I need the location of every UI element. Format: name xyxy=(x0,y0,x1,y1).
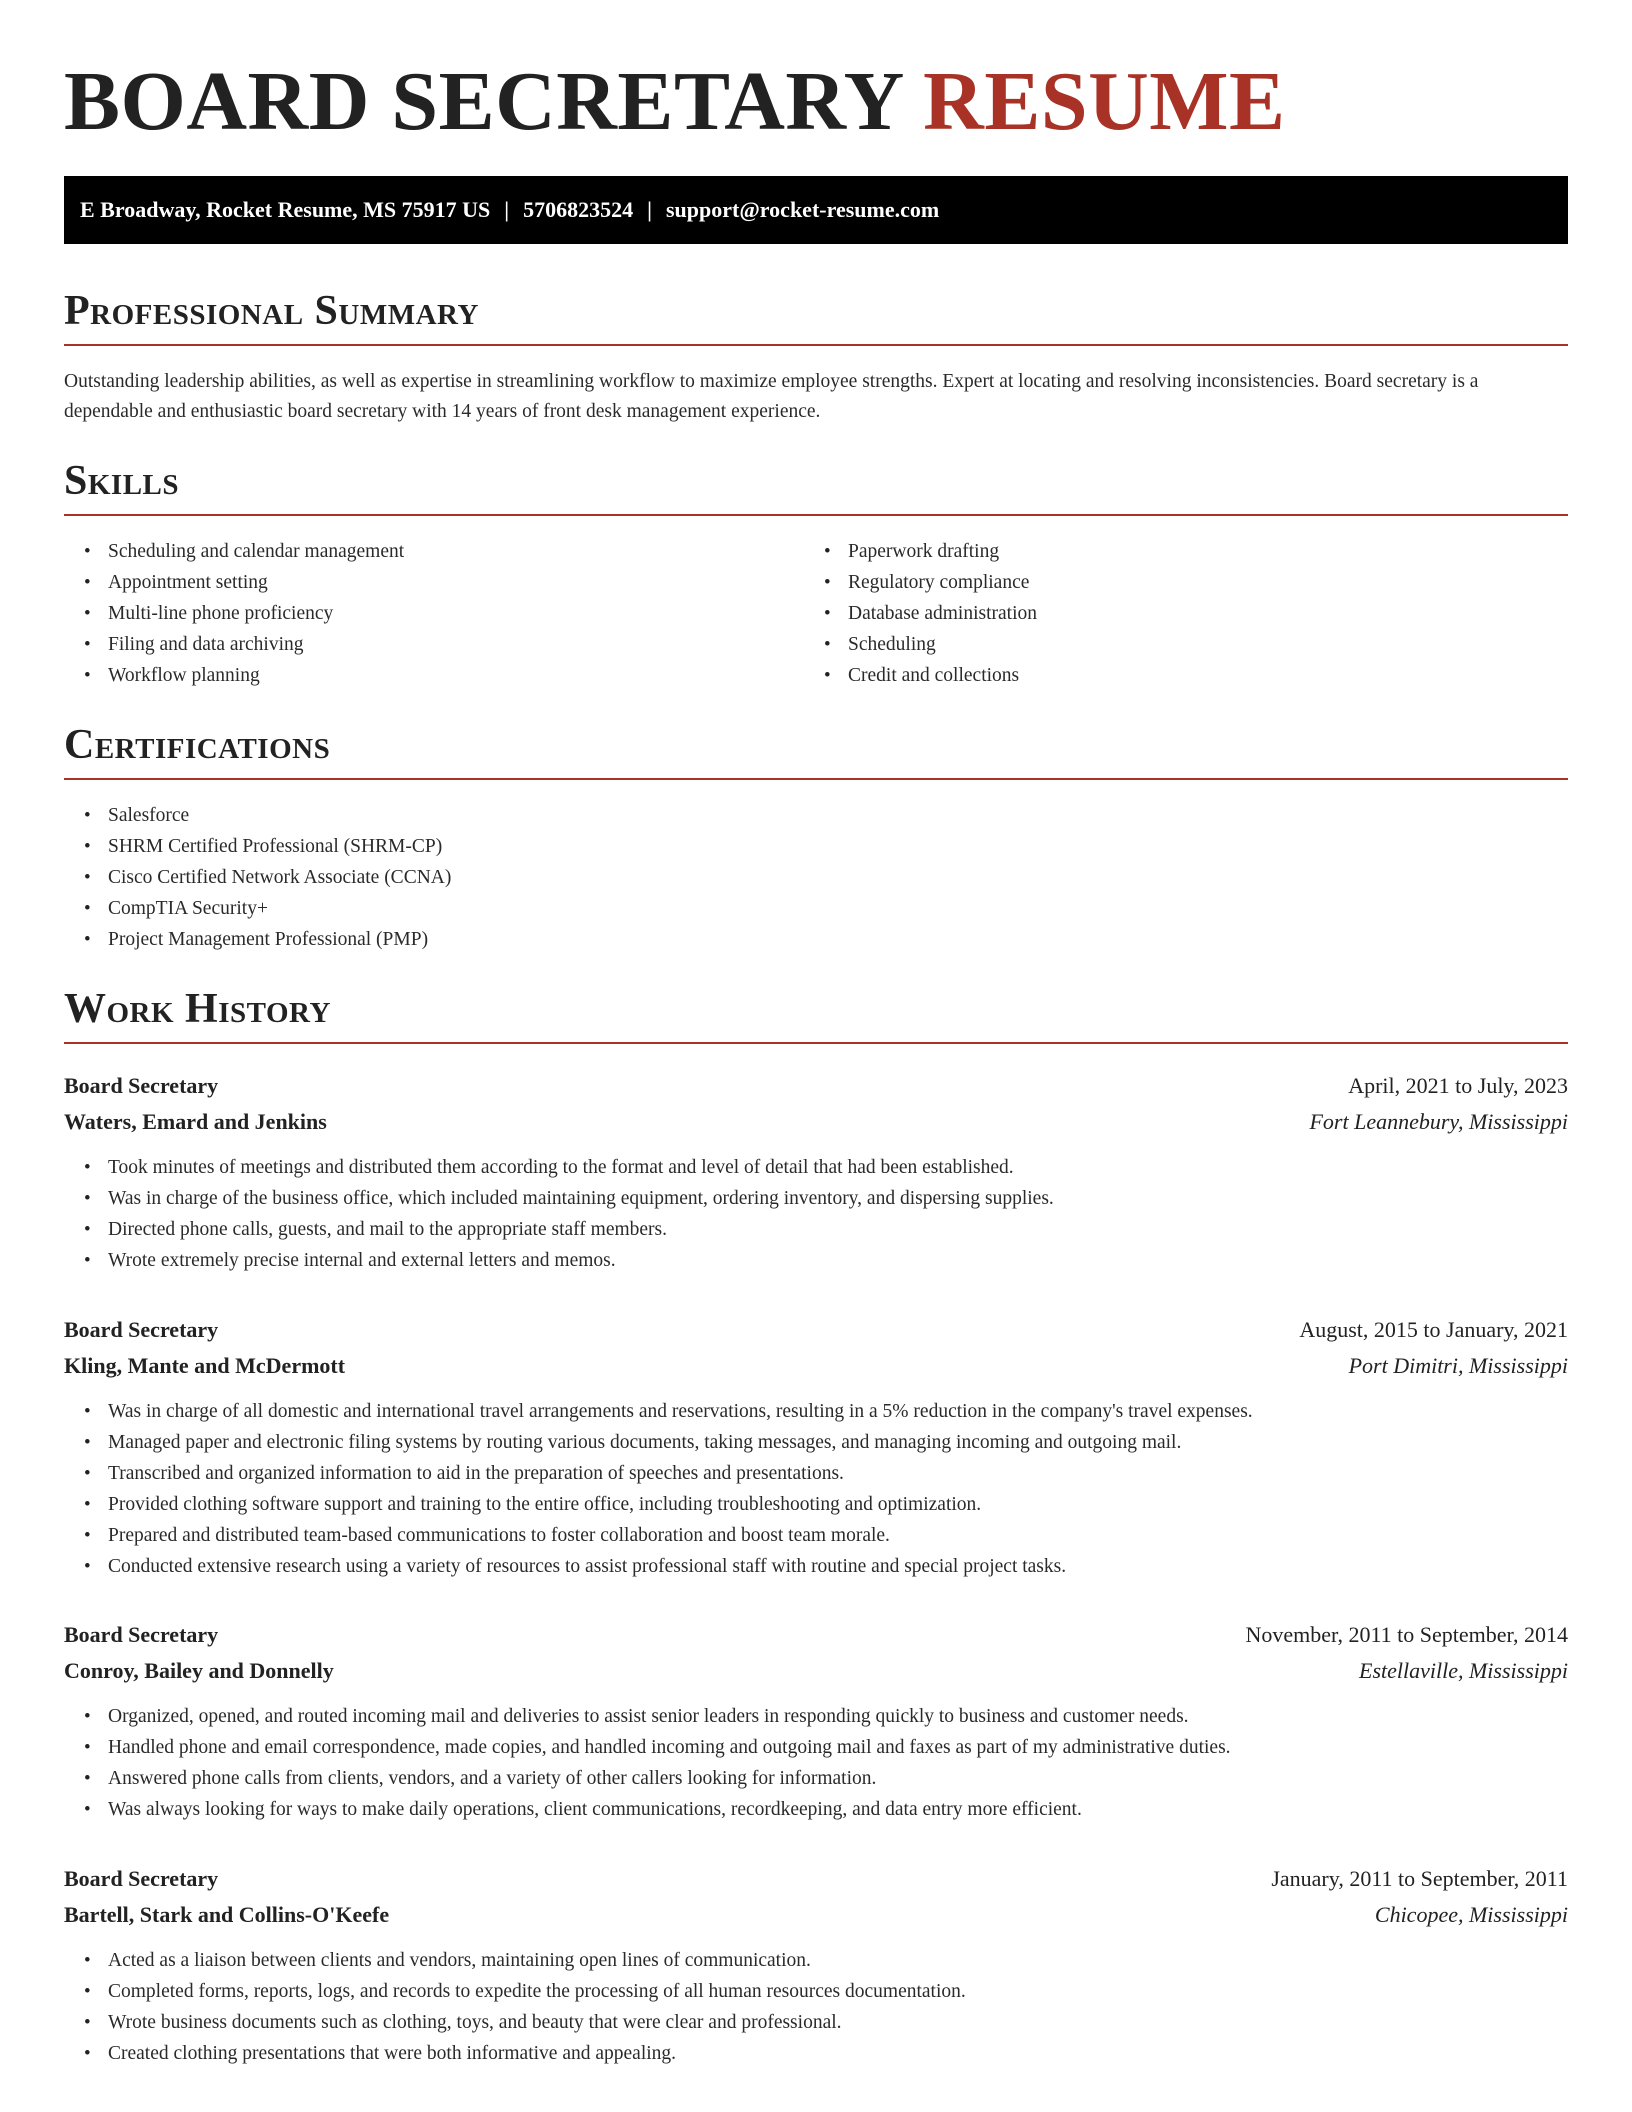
skill-item: • Multi-line phone proficiency xyxy=(108,598,404,629)
resume-title xyxy=(64,52,1286,152)
job-entry xyxy=(64,1861,1568,2069)
job-duty: • Directed phone calls, guests, and mail to the appropriate staff members. xyxy=(108,1214,1568,1245)
skill-item: • Paperwork drafting xyxy=(848,536,1037,567)
job-company: Bartell, Stark and Collins-O'Keefe xyxy=(64,1902,390,1927)
skills-list-right xyxy=(804,536,1037,691)
summary-heading: Professional Summary xyxy=(64,286,1568,346)
job-location: Port Dimitri, Mississippi xyxy=(1348,1353,1568,1378)
job-dates: August, 2015 to January, 2021 xyxy=(1299,1317,1568,1342)
job-duty: • Conducted extensive research using a variety of resources to assist professional staff with routine and special project tasks. xyxy=(108,1551,1568,1582)
job-duty: • Acted as a liaison between clients and vendors, maintaining open lines of communication. xyxy=(108,1945,1568,1976)
skill-item: • Appointment setting xyxy=(108,567,404,598)
job-duty: • Was in charge of all domestic and international travel arrangements and reservations, resulting in a 5% reduction in the company's travel expenses. xyxy=(108,1396,1568,1427)
job-duty: • Created clothing presentations that were both informative and appealing. xyxy=(108,2038,1568,2069)
job-location: Chicopee, Mississippi xyxy=(1374,1902,1568,1927)
job-duty: • Took minutes of meetings and distributed them according to the format and level of detail that had been established. xyxy=(108,1152,1568,1183)
skill-item: • Credit and collections xyxy=(848,660,1037,691)
summary-text: Outstanding leadership abilities, as well as expertise in streamlining workflow to maximize employee strengths. Expert at locating and resolving inconsistencies. Board secretary is a dependable and enthusiastic board secretary with 14 years of front desk management experience. xyxy=(64,371,1479,422)
job-duties xyxy=(64,1396,1568,1582)
job-dates: January, 2011 to September, 2011 xyxy=(1271,1866,1568,1891)
job-duty: • Completed forms, reports, logs, and records to expedite the processing of all human resources documentation. xyxy=(108,1976,1568,2007)
certification-item: • Salesforce xyxy=(108,800,451,831)
job-company: Waters, Emard and Jenkins xyxy=(64,1109,327,1134)
job-duty: • Transcribed and organized information to aid in the preparation of speeches and presentations. xyxy=(108,1458,1568,1489)
skill-item: • Regulatory compliance xyxy=(848,567,1037,598)
contact-address: E Broadway, Rocket Resume, MS 75917 US xyxy=(80,197,491,222)
job-duty: • Was always looking for ways to make daily operations, client communications, recordkeeping, and data entry more efficient. xyxy=(108,1794,1568,1825)
contact-bar xyxy=(64,176,1568,244)
job-duties xyxy=(64,1152,1568,1276)
skill-item: • Scheduling and calendar management xyxy=(108,536,404,567)
skill-item: • Workflow planning xyxy=(108,660,404,691)
title-accent: RESUME xyxy=(923,55,1286,148)
job-duty: • Handled phone and email correspondence, made copies, and handled incoming and outgoing mail and faxes as part of my administrative duties. xyxy=(108,1732,1568,1763)
job-entry xyxy=(64,1068,1568,1276)
job-duties xyxy=(64,1701,1568,1825)
certifications-heading: Certifications xyxy=(64,720,1568,780)
job-company: Conroy, Bailey and Donnelly xyxy=(64,1658,334,1683)
job-duty: • Provided clothing software support and training to the entire office, including troubleshooting and optimization. xyxy=(108,1489,1568,1520)
certifications-list xyxy=(64,800,451,955)
job-title: Board Secretary xyxy=(64,1073,219,1098)
work-history-heading: Work History xyxy=(64,984,1568,1044)
job-dates: April, 2021 to July, 2023 xyxy=(1348,1073,1568,1098)
certification-item: • CompTIA Security+ xyxy=(108,893,451,924)
skill-item: • Filing and data archiving xyxy=(108,629,404,660)
job-title: Board Secretary xyxy=(64,1866,219,1891)
job-duty: • Was in charge of the business office, which included maintaining equipment, ordering inventory, and dispersing supplies. xyxy=(108,1183,1568,1214)
job-entry xyxy=(64,1312,1568,1582)
job-duty: • Organized, opened, and routed incoming mail and deliveries to assist senior leaders in responding quickly to business and customer needs. xyxy=(108,1701,1568,1732)
job-location: Estellaville, Mississippi xyxy=(1359,1658,1568,1683)
contact-separator: | xyxy=(647,197,652,222)
job-title: Board Secretary xyxy=(64,1622,219,1647)
certification-item: • Cisco Certified Network Associate (CCNA) xyxy=(108,862,451,893)
job-duties xyxy=(64,1945,1568,2069)
skill-item: • Database administration xyxy=(848,598,1037,629)
contact-email[interactable]: support@rocket-resume.com xyxy=(665,197,940,222)
job-entry xyxy=(64,1617,1568,1825)
certification-item: • Project Management Professional (PMP) xyxy=(108,924,451,955)
job-duty: • Wrote extremely precise internal and external letters and memos. xyxy=(108,1245,1568,1276)
contact-phone[interactable]: 5706823524 xyxy=(523,197,634,222)
job-duty: • Prepared and distributed team-based communications to foster collaboration and boost team morale. xyxy=(108,1520,1568,1551)
job-duty: • Wrote business documents such as clothing, toys, and beauty that were clear and professional. xyxy=(108,2007,1568,2038)
job-company: Kling, Mante and McDermott xyxy=(64,1353,346,1378)
job-title: Board Secretary xyxy=(64,1317,219,1342)
job-duty: • Answered phone calls from clients, vendors, and a variety of other callers looking for information. xyxy=(108,1763,1568,1794)
skills-heading: Skills xyxy=(64,456,1568,516)
title-main: BOARD SECRETARY xyxy=(64,55,902,148)
certification-item: • SHRM Certified Professional (SHRM-CP) xyxy=(108,831,451,862)
job-duty: • Managed paper and electronic filing systems by routing various documents, taking messages, and managing incoming and outgoing mail. xyxy=(108,1427,1568,1458)
contact-separator: | xyxy=(504,197,510,222)
skills-list-left xyxy=(64,536,404,691)
skill-item: • Scheduling xyxy=(848,629,1037,660)
job-location: Fort Leannebury, Mississippi xyxy=(1309,1109,1568,1134)
job-dates: November, 2011 to September, 2014 xyxy=(1245,1622,1568,1647)
